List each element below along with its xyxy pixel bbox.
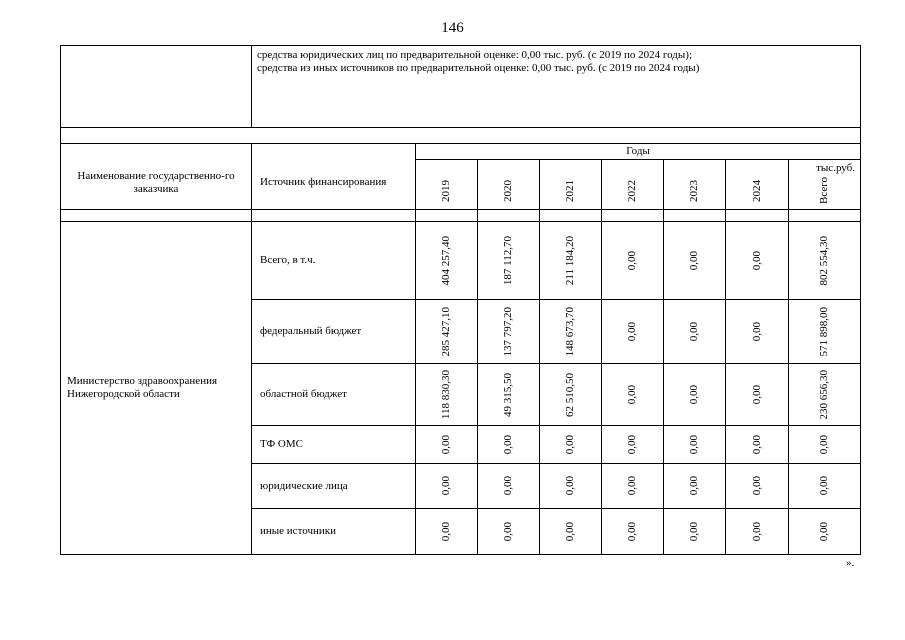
value-text: 0,00: [564, 521, 576, 542]
page-number: 146: [441, 20, 464, 36]
value-text: 0,00: [688, 384, 700, 405]
value-cell: [540, 364, 602, 426]
value-cell: [416, 426, 478, 464]
value-cell: [789, 509, 861, 555]
value-text: 0,00: [626, 250, 638, 271]
value-cell: [664, 509, 726, 555]
value-cell: [726, 426, 789, 464]
header-customer: Наименование государственно-го заказчика: [61, 144, 252, 222]
value-cell: [602, 364, 664, 426]
value-text: 211 184,20: [564, 235, 576, 286]
unit-label: тыс.руб.: [61, 128, 861, 210]
value-text: 0,00: [440, 521, 452, 542]
value-cell: [540, 222, 602, 300]
header-source: Источник финансирования: [252, 144, 416, 222]
header-year-3: [602, 160, 664, 222]
header-year-label: Всего: [818, 177, 831, 204]
customer-name: Министерство здравоохранения Нижегородской области: [61, 222, 252, 555]
value-text: 802 554,30: [818, 235, 831, 286]
header-year-5: [726, 160, 789, 222]
value-text: 0,00: [750, 521, 763, 542]
value-text: 571 898,00: [818, 306, 831, 357]
value-cell: [478, 509, 540, 555]
value-cell: [478, 300, 540, 364]
header-year-4: [664, 160, 726, 222]
value-text: 0,00: [750, 384, 763, 405]
value-text: 0,00: [626, 434, 638, 455]
value-cell: [664, 222, 726, 300]
value-cell: [540, 509, 602, 555]
value-cell: [726, 222, 789, 300]
value-cell: [416, 222, 478, 300]
header-year-6: [789, 160, 861, 222]
summary-blank-cell: [61, 46, 252, 128]
value-text: 0,00: [626, 321, 638, 342]
header-year-label: 2024: [750, 179, 763, 202]
source-label: ТФ ОМС: [252, 426, 416, 464]
value-text: 118 830,30: [440, 369, 452, 420]
header-year-label: 2019: [440, 179, 452, 202]
value-text: 0,00: [626, 476, 638, 496]
value-text: 62 510,50: [564, 372, 576, 417]
value-text: 0,00: [502, 434, 514, 455]
value-cell: [789, 464, 861, 509]
value-cell: [726, 464, 789, 509]
source-label: юридические лица: [252, 464, 416, 509]
value-text: 0,00: [750, 434, 763, 455]
value-text: 404 257,40: [440, 235, 452, 286]
value-cell: [602, 426, 664, 464]
value-text: 0,00: [564, 434, 576, 455]
value-text: 0,00: [440, 434, 452, 455]
value-cell: [726, 300, 789, 364]
value-cell: [540, 426, 602, 464]
value-text: 49 315,50: [502, 372, 514, 417]
value-text: 285 427,10: [440, 306, 452, 357]
header-year-2: [540, 160, 602, 222]
header-year-label: 2020: [502, 179, 514, 202]
value-cell: [664, 426, 726, 464]
value-cell: [726, 509, 789, 555]
source-label: областной бюджет: [252, 364, 416, 426]
value-text: 0,00: [688, 250, 700, 271]
value-cell: [602, 464, 664, 509]
value-text: 0,00: [626, 521, 638, 542]
value-text: 0,00: [688, 434, 700, 455]
header-year-label: 2021: [564, 179, 576, 202]
value-cell: [726, 364, 789, 426]
source-label: федеральный бюджет: [252, 300, 416, 364]
value-cell: [664, 364, 726, 426]
table-row: [61, 222, 861, 300]
value-text: 230 656,30: [818, 369, 831, 420]
value-cell: [478, 464, 540, 509]
value-cell: [789, 222, 861, 300]
header-years-group: Годы: [416, 144, 861, 160]
source-label: Всего, в т.ч.: [252, 222, 416, 300]
value-text: 187 112,70: [502, 235, 514, 286]
header-year-label: 2023: [688, 179, 700, 202]
value-cell: [416, 364, 478, 426]
value-text: 0,00: [440, 476, 452, 496]
summary-line-other-sources: средства из иных источников по предварительной оценке: 0,00 тыс. руб. (с 2019 по 2024 годы): [257, 62, 700, 74]
value-text: 0,00: [750, 250, 763, 271]
value-text: 0,00: [688, 521, 700, 542]
value-cell: [416, 509, 478, 555]
financing-table: [60, 143, 861, 555]
summary-text-cell: [252, 46, 861, 128]
value-text: 0,00: [688, 476, 700, 496]
value-text: 0,00: [502, 521, 514, 542]
value-text: 0,00: [688, 321, 700, 342]
source-label: иные источники: [252, 509, 416, 555]
value-cell: [416, 300, 478, 364]
value-text: 0,00: [818, 476, 831, 496]
value-cell: [478, 222, 540, 300]
value-text: 0,00: [626, 384, 638, 405]
header-year-1: [478, 160, 540, 222]
value-text: 137 797,20: [502, 306, 514, 357]
value-text: 0,00: [564, 476, 576, 496]
value-cell: [540, 464, 602, 509]
value-cell: [789, 364, 861, 426]
value-cell: [789, 300, 861, 364]
value-text: 0,00: [818, 434, 831, 455]
value-cell: [416, 464, 478, 509]
value-text: 148 673,70: [564, 306, 576, 357]
value-text: 0,00: [502, 476, 514, 496]
value-text: 0,00: [750, 476, 763, 496]
value-cell: [789, 426, 861, 464]
value-cell: [602, 300, 664, 364]
value-cell: [478, 426, 540, 464]
value-cell: [664, 300, 726, 364]
summary-line-legal-entities: средства юридических лиц по предварительной оценке: 0,00 тыс. руб. (с 2019 по 2024 годы);: [257, 49, 692, 61]
header-year-label: 2022: [626, 179, 638, 202]
value-cell: [540, 300, 602, 364]
value-cell: [664, 464, 726, 509]
value-cell: [478, 364, 540, 426]
value-cell: [602, 509, 664, 555]
closing-quote-mark: ».: [846, 557, 855, 569]
value-cell: [602, 222, 664, 300]
value-text: 0,00: [750, 321, 763, 342]
value-text: 0,00: [818, 521, 831, 542]
header-year-0: [416, 160, 478, 222]
